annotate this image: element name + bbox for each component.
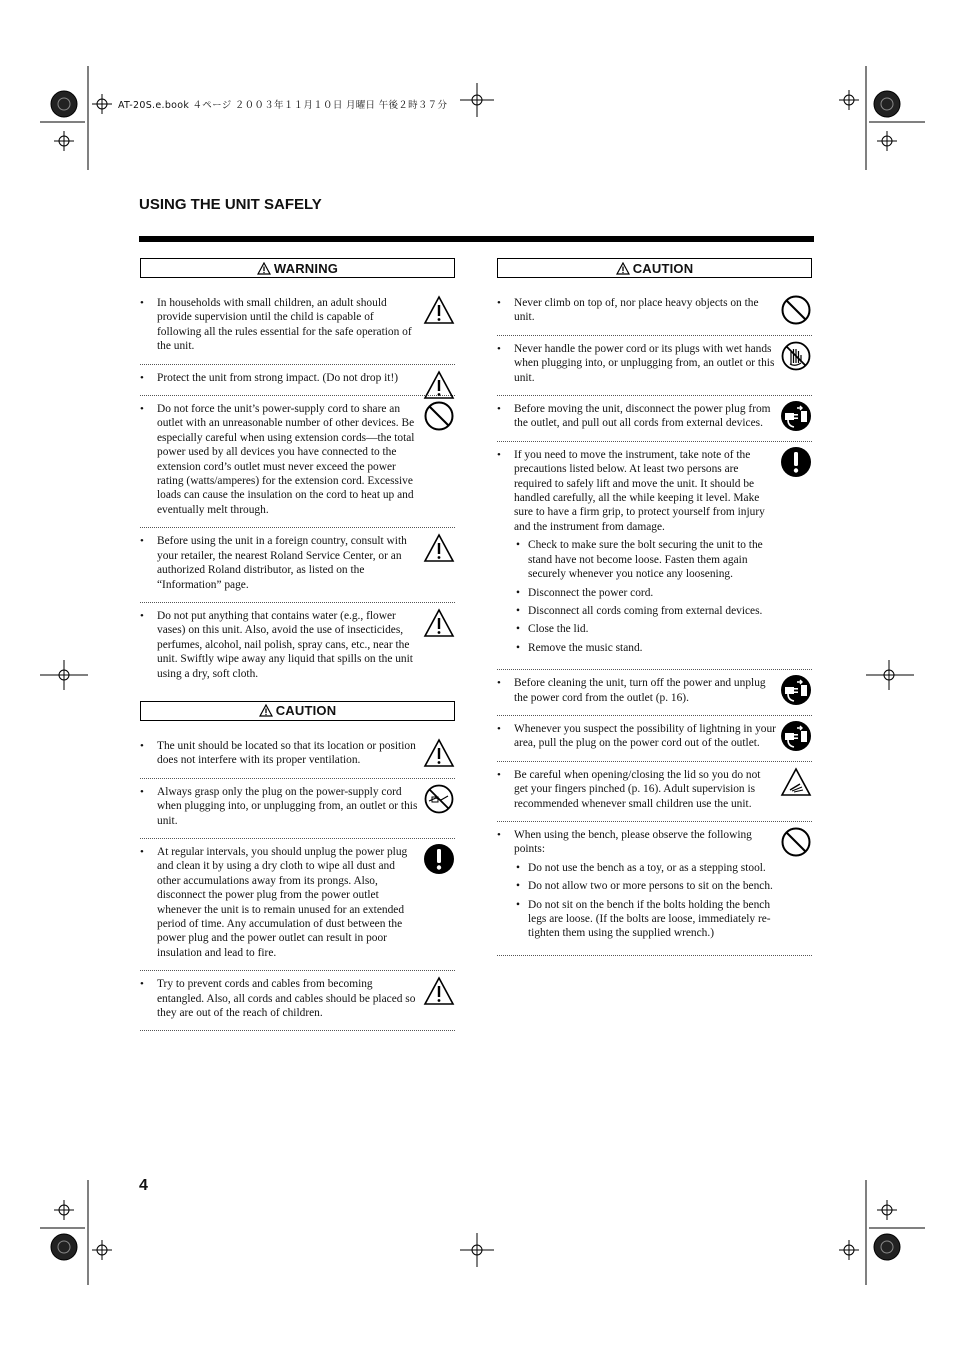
caution-label: CAUTION [632, 260, 694, 276]
safety-item-text: • Before moving the unit, disconnect the power plug from the outlet, and pull out all cords from external devices. [514, 402, 776, 431]
safety-item-text: • At regular intervals, you should unplug the power plug and clean it by using a dry cloth to wipe all dust and other accumulations away from its prongs. Also, disconnect the power plug from the power outlet whenever the unit is to remain unused for an extended period of time. Any accumulation of dust between the power plug and the power outlet can result in poor insulation and lead to fire. [157, 845, 419, 960]
warning-triangle-icon [423, 607, 455, 639]
safety-item [140, 839, 455, 971]
finger-pinch-warning-icon [780, 766, 812, 798]
safety-item-text: • Try to prevent cords and cables from becoming entangled. Also, all cords and cables should be placed so they are out of the reach of children. [157, 977, 419, 1020]
safety-item [140, 290, 455, 365]
prohibited-icon [423, 400, 455, 432]
safety-item [140, 779, 455, 839]
caution-list-right [497, 290, 812, 956]
safety-item [140, 733, 455, 779]
safety-item-text: • Before using the unit in a foreign country, consult with your retailer, the nearest Roland Service Center, or an authorized Roland distributor, as listed on the “Information” page. [157, 534, 419, 592]
warning-label: WARNING [273, 260, 339, 276]
right-column [497, 258, 812, 956]
safety-subitem: • Disconnect the power cord. [528, 586, 778, 600]
caution-list-left [140, 733, 455, 1032]
safety-item [497, 396, 812, 442]
warning-triangle-icon [423, 975, 455, 1007]
warning-triangle-icon [423, 737, 455, 769]
no-pull-cord-icon [423, 783, 455, 815]
safety-item-text: • Whenever you suspect the possibility of lightning in your area, pull the plug on the power cord out of the outlet. [514, 722, 776, 751]
warning-list [140, 290, 455, 691]
safety-item-text: • Do not put anything that contains water (e.g., flower vases) on this unit. Also, avoid the use of insecticides, perfumes, alcohol, nail polish, spray cans, etc., near the unit. Swiftly wipe away any liquid that spills on the unit using a dry, soft cloth. [157, 609, 419, 681]
safety-item-text: • The unit should be located so that its location or position does not interfere with its proper ventilation. [157, 739, 419, 768]
no-wet-hands-icon [780, 340, 812, 372]
safety-item-text: • Always grasp only the plug on the power-supply cord when plugging into, or unplugging from, an outlet or this unit. [157, 785, 419, 828]
safety-item-text: • Never climb on top of, nor place heavy objects on the unit. [514, 296, 776, 325]
safety-subitem: • Do not use the bench as a toy, or as a stepping stool. [528, 861, 778, 875]
unplug-icon [780, 720, 812, 752]
caution-banner-right [497, 258, 812, 278]
safety-item [140, 528, 455, 603]
section-title: USING THE UNIT SAFELY [139, 196, 322, 213]
safety-item [497, 442, 812, 670]
section-rule [139, 236, 814, 242]
warning-banner [140, 258, 455, 278]
safety-item-text: • Before cleaning the unit, turn off the power and unplug the power cord from the outlet (p. 16). [514, 676, 776, 705]
safety-subitem-list [528, 861, 778, 941]
safety-item-text: • When using the bench, please observe the following points: • Do not use the bench as a toy, or as a stepping stool. • Do not allow two or more persons to sit on the bench. • Do not sit on the bench if the bolts holding the bench legs are loose. (If the bolts are loose, immediately re-tighten them using the supplied wrench.) [514, 828, 776, 941]
unplug-icon [780, 400, 812, 432]
prohibited-icon [780, 826, 812, 858]
safety-item-text: • If you need to move the instrument, take note of the precautions listed below. At least two persons are required to safely lift and move the unit. It should be handled carefully, all the while keeping it level. Make sure to have a firm grip, to protect yourself from injury and the instrument from damage. • Check to make sure the bolt securing the unit to the stand have not become loose. Fasten them again securely whenever you notice any loosening. • Disconnect the power cord. • Disconnect all cords coming from external devices. • Close the lid. • Remove the music stand. [514, 448, 776, 655]
safety-subitem: • Do not sit on the bench if the bolts holding the bench legs are loose. (If the bolts are loose, immediately re-tighten them using the supplied wrench.) [528, 898, 778, 941]
safety-item [497, 762, 812, 822]
warning-triangle-icon [423, 294, 455, 326]
warning-triangle-icon [259, 704, 273, 717]
file-header-line: AT-20S.e.book ４ページ ２００３年１１月１０日 月曜日 午後２時３７分 [118, 100, 448, 111]
safety-item [497, 336, 812, 396]
unplug-icon [780, 674, 812, 706]
caution-banner-left [140, 701, 455, 721]
safety-item-text: • In households with small children, an adult should provide supervision until the child is capable of following all the rules essential for the safe operation of the unit. [157, 296, 419, 354]
safety-subitem: • Close the lid. [528, 622, 778, 636]
safety-item-text: • Protect the unit from strong impact. (Do not drop it!) [157, 371, 419, 385]
safety-item-text: • Be careful when opening/closing the lid so you do not get your fingers pinched (p. 16). Adult supervision is recommended whenever small children use the unit. [514, 768, 776, 811]
warning-triangle-icon [423, 532, 455, 564]
safety-item-text: • Do not force the unit’s power-supply cord to share an outlet with an unreasonable number of other devices. Be especially careful when using extension cords—the total power used by all devices you have connected to the extension cord’s outlet must never exceed the power rating (watts/amperes) for the extension cord. Excessive loads can cause the insulation on the cord to heat up and eventually melt through. [157, 402, 419, 517]
safety-item [140, 603, 455, 691]
safety-item [497, 670, 812, 716]
safety-item [497, 290, 812, 336]
mandatory-exclamation-icon [780, 446, 812, 478]
safety-item-text: • Never handle the power cord or its plugs with wet hands when plugging into, or unplugging from, an outlet or this unit. [514, 342, 776, 385]
mandatory-exclamation-icon [423, 843, 455, 875]
safety-item [140, 396, 455, 528]
safety-item [140, 365, 455, 396]
warning-triangle-icon [257, 262, 271, 275]
safety-item [140, 971, 455, 1031]
safety-subitem-list [528, 538, 778, 655]
safety-subitem: • Check to make sure the bolt securing the unit to the stand have not become loose. Fasten them again securely whenever you notice any loosening. [528, 538, 778, 581]
page-number: 4 [139, 1177, 148, 1194]
safety-subitem: • Remove the music stand. [528, 641, 778, 655]
left-column [140, 258, 455, 1031]
safety-item [497, 716, 812, 762]
caution-label: CAUTION [275, 703, 337, 719]
warning-triangle-icon [616, 262, 630, 275]
safety-subitem: • Do not allow two or more persons to sit on the bench. [528, 879, 778, 893]
prohibited-icon [780, 294, 812, 326]
safety-item [497, 822, 812, 956]
safety-subitem: • Disconnect all cords coming from external devices. [528, 604, 778, 618]
